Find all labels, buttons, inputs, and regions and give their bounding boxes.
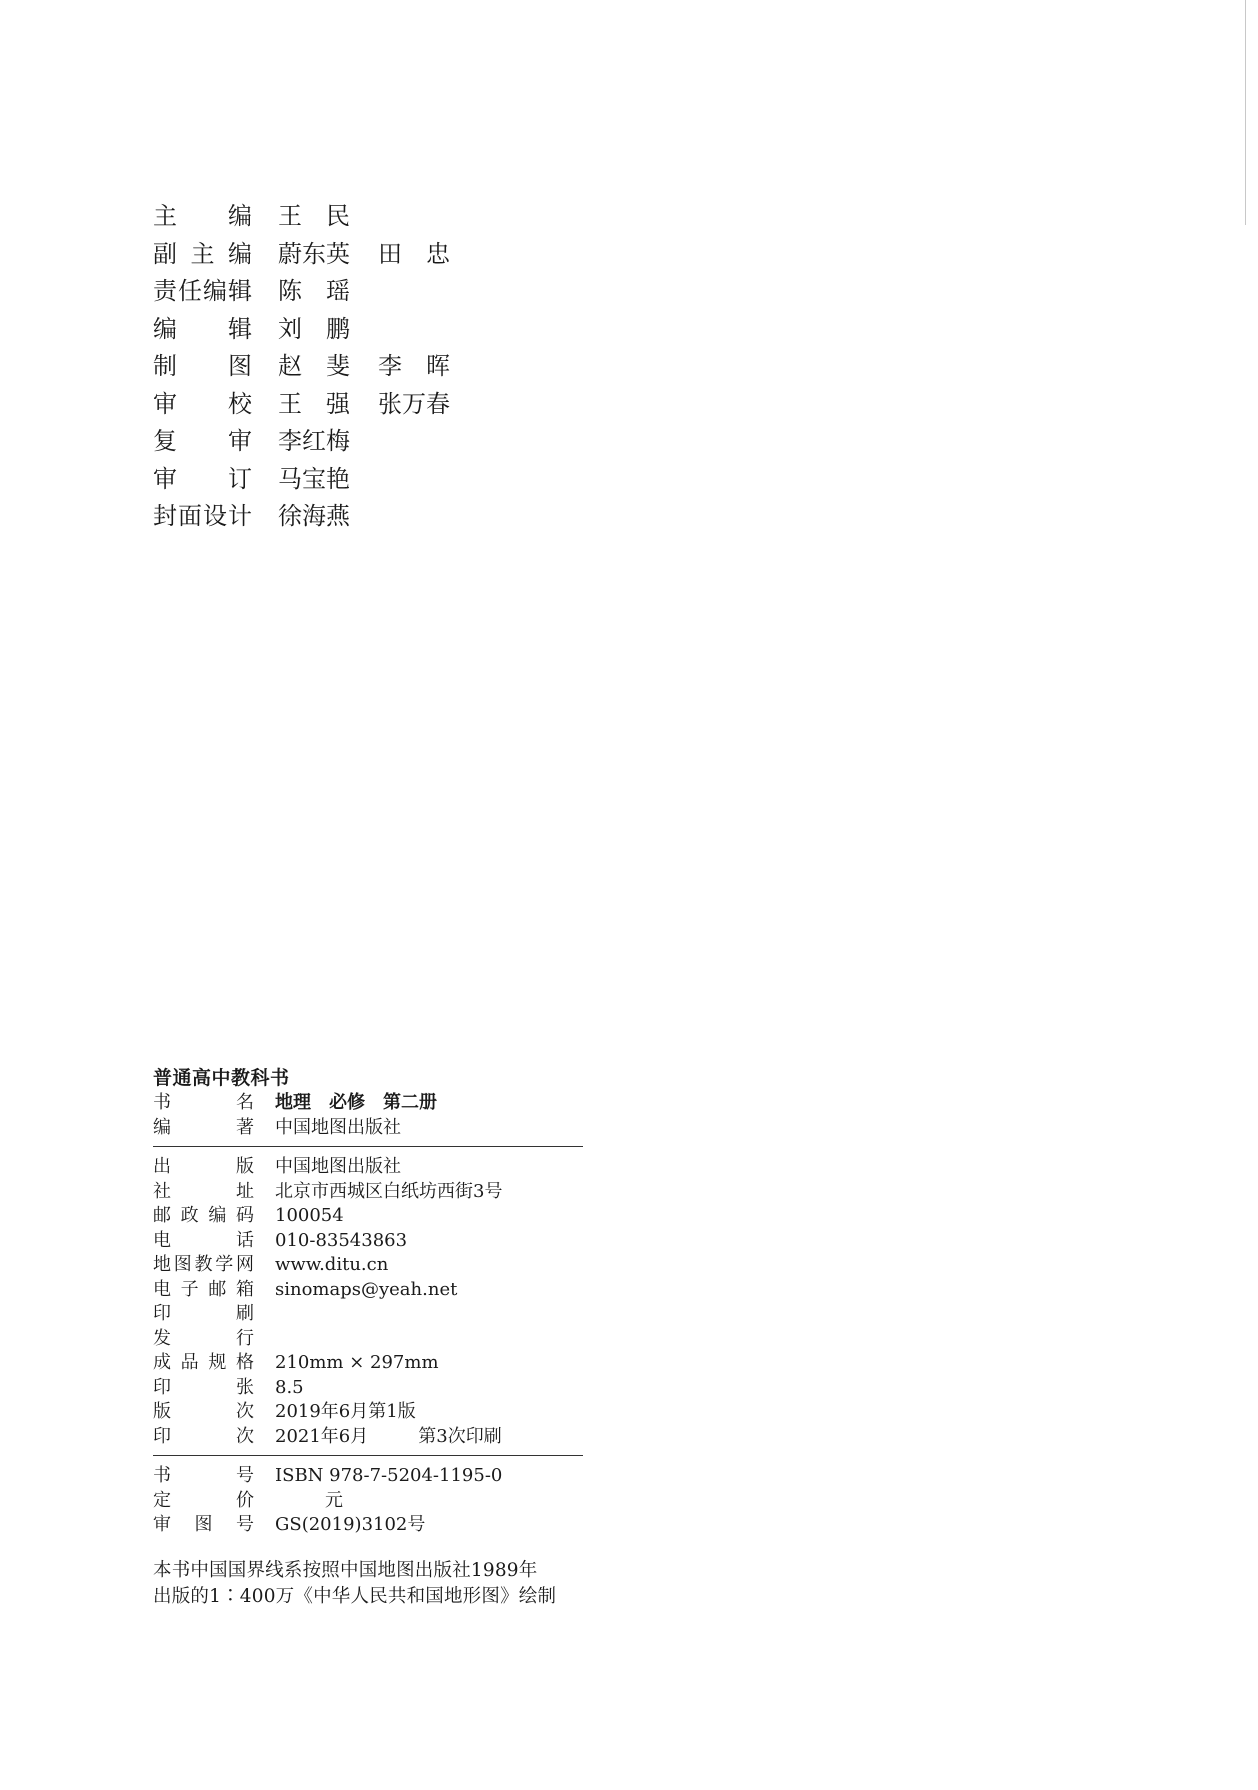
credit-person: 陈 瑶 [278, 277, 350, 305]
phone: 010-83543863 [275, 1229, 408, 1251]
distributor-label: 发 行 [153, 1327, 254, 1349]
map-review-number: GS(2019)3102号 [275, 1514, 426, 1535]
colophon-row-edition [153, 1400, 583, 1425]
colophon-row-distributor [153, 1327, 583, 1352]
publisher: 中国地图出版社 [275, 1156, 401, 1177]
colophon-row-impression [153, 1425, 583, 1450]
price-label: 定 价 [153, 1489, 254, 1511]
colophon-row-book-title [153, 1091, 583, 1116]
impression-count: 第3次印刷 [418, 1425, 502, 1447]
impression-label: 印 次 [153, 1425, 254, 1447]
colophon-row-email [153, 1278, 583, 1303]
credit-role: 封 面 设 计 [153, 502, 252, 530]
postcode: 100054 [275, 1205, 344, 1226]
email: sinomaps@yeah.net [275, 1278, 458, 1300]
credit-role: 副 主 编 [153, 239, 252, 268]
credit-person: 张万春 [378, 389, 450, 418]
colophon-row-price [153, 1489, 583, 1514]
colophon-row-author [153, 1116, 583, 1141]
credit-person: 王 民 [278, 202, 350, 230]
credit-person: 刘 鹏 [278, 314, 350, 343]
credit-person: 王 强 [278, 389, 350, 418]
credit-role: 主 编 [153, 202, 252, 230]
boundary-note-line-1: 本书中国国界线系按照中国地图出版社1989年 [153, 1559, 538, 1581]
book-title: 地理 必修 第二册 [275, 1092, 437, 1113]
colophon [153, 1065, 583, 1610]
divider-2 [153, 1455, 583, 1456]
address: 北京市西城区白纸坊西街3号 [275, 1180, 503, 1202]
boundary-note [153, 1558, 583, 1610]
size: 210mm × 297mm [275, 1352, 439, 1373]
price-unit: 元 [325, 1489, 343, 1511]
series-title: 普通高中教科书 [153, 1067, 290, 1089]
impression-date: 2021年6月 [275, 1425, 369, 1447]
credit-role: 复 审 [153, 427, 252, 455]
postcode-label: 邮 政 编 码 [153, 1205, 254, 1226]
credit-role: 责 任 编 辑 [153, 277, 252, 305]
isbn-label: 书 号 [153, 1465, 254, 1486]
book-title-label: 书 名 [153, 1092, 254, 1113]
page-edge-line [1245, 0, 1246, 225]
credit-person: 徐海燕 [278, 502, 350, 530]
size-label: 成 品 规 格 [153, 1352, 254, 1373]
colophon-row-postcode [153, 1204, 583, 1229]
colophon-row-address [153, 1180, 583, 1205]
colophon-row-phone [153, 1229, 583, 1254]
sheets-label: 印 张 [153, 1376, 254, 1398]
divider-1 [153, 1146, 583, 1147]
credit-person: 李红梅 [278, 427, 350, 455]
sheets: 8.5 [275, 1376, 304, 1398]
publisher-label: 出 版 [153, 1156, 254, 1177]
credit-role: 审 订 [153, 464, 252, 493]
colophon-row-sheets [153, 1376, 583, 1401]
address-label: 社 址 [153, 1180, 254, 1202]
credit-person: 田 忠 [378, 239, 450, 268]
impression [275, 1425, 502, 1450]
colophon-row-map-review [153, 1513, 583, 1538]
printer-label: 印 刷 [153, 1303, 254, 1324]
email-label: 电 子 邮 箱 [153, 1278, 254, 1300]
website-label: 地 图 教 学 网 [153, 1254, 254, 1275]
edition-label: 版 次 [153, 1401, 254, 1422]
isbn: ISBN 978-7-5204-1195-0 [275, 1465, 503, 1486]
colophon-row-size [153, 1351, 583, 1376]
edition: 2019年6月第1版 [275, 1401, 416, 1422]
website: www.ditu.cn [275, 1254, 389, 1275]
author-label: 编 著 [153, 1116, 254, 1138]
colophon-row-publisher [153, 1155, 583, 1180]
credit-role: 编 辑 [153, 314, 252, 343]
author: 中国地图出版社 [275, 1116, 401, 1138]
credit-person: 蔚东英 [278, 239, 350, 268]
credit-person: 赵 斐 [278, 352, 350, 380]
credit-person: 李 晖 [378, 352, 450, 380]
colophon-row-isbn [153, 1464, 583, 1489]
boundary-note-line-2: 出版的1∶400万《中华人民共和国地形图》绘制 [153, 1585, 557, 1607]
colophon-row-website [153, 1253, 583, 1278]
price [275, 1489, 343, 1514]
phone-label: 电 话 [153, 1229, 254, 1251]
credit-role: 制 图 [153, 352, 252, 380]
map-review-label: 审 图 号 [153, 1514, 254, 1535]
credit-role: 审 校 [153, 389, 252, 418]
credit-person: 马宝艳 [278, 464, 350, 493]
colophon-row-printer [153, 1302, 583, 1327]
